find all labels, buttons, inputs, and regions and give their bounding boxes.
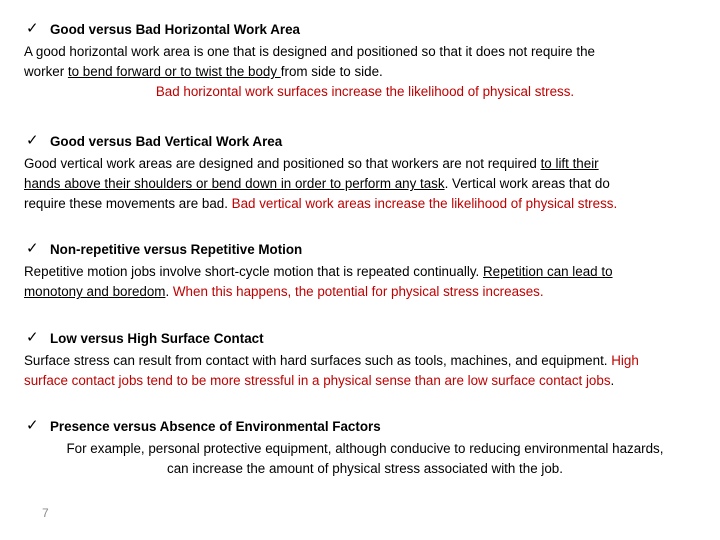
section-heading [24, 132, 706, 152]
section-vertical-work-area [24, 132, 706, 214]
text-span: A good horizontal work area is one that is designed and positioned so that it does not require the [24, 44, 595, 59]
checkmark-icon: ✓ [26, 240, 39, 257]
paragraph [24, 351, 706, 391]
text-span: from side to side. [280, 64, 383, 79]
heading-text: Good versus Bad Vertical Work Area [50, 134, 283, 149]
text-span: . [610, 373, 615, 388]
section-repetitive-motion [24, 240, 706, 302]
text-line [24, 371, 706, 391]
text-span: . [165, 284, 173, 299]
paragraph [24, 439, 706, 479]
text-span: Repetitive motion jobs involve short-cycle motion that is repeated continually. [24, 264, 483, 279]
text-span: worker [24, 64, 68, 79]
text-span: . Vertical work areas that do [444, 176, 610, 191]
underlined-text: hands above their shoulders or bend down in order to perform any task [24, 176, 445, 191]
heading-text: Non-repetitive versus Repetitive Motion [50, 242, 303, 257]
text-line [51, 82, 706, 102]
highlight-text: Bad horizontal work surfaces increase the likelihood of physical stress. [155, 84, 575, 99]
checkmark-icon: ✓ [26, 329, 39, 346]
checkmark-icon: ✓ [26, 417, 39, 434]
text-line [24, 439, 706, 459]
checkmark-icon: ✓ [26, 132, 39, 149]
text-line [24, 42, 706, 62]
section-horizontal-work-area [24, 20, 706, 102]
section-heading [24, 20, 706, 40]
underlined-text: to bend forward or to twist the body [67, 64, 281, 79]
underlined-text: Repetition can lead to [482, 264, 613, 279]
text-line [24, 174, 706, 194]
underlined-text: to lift their [540, 156, 599, 171]
paragraph [24, 262, 706, 302]
underlined-text: monotony and boredom [24, 284, 166, 299]
text-span: require these movements are bad. [24, 196, 232, 211]
heading-text: Low versus High Surface Contact [50, 331, 264, 346]
page-number: 7 [42, 506, 49, 520]
text-line [24, 351, 706, 371]
paragraph [24, 154, 706, 214]
highlight-text: surface contact jobs tend to be more stressful in a physical sense than are low surface contact jobs [24, 373, 611, 388]
text-line [24, 154, 706, 174]
section-heading [24, 240, 706, 260]
section-environmental-factors [24, 417, 706, 479]
highlight-text: High [611, 353, 639, 368]
paragraph [24, 42, 706, 102]
text-line [24, 194, 706, 214]
text-span: For example, personal protective equipment, although conducive to reducing environmental hazards, [66, 441, 664, 456]
heading-text: Good versus Bad Horizontal Work Area [50, 22, 301, 37]
highlight-text: When this happens, the potential for physical stress increases. [172, 284, 544, 299]
text-line [24, 282, 706, 302]
text-line [24, 62, 706, 82]
section-heading [24, 329, 706, 349]
checkmark-icon: ✓ [26, 20, 39, 37]
section-heading [24, 417, 706, 437]
text-span: can increase the amount of physical stress associated with the job. [167, 461, 563, 476]
text-line [24, 262, 706, 282]
heading-text: Presence versus Absence of Environmental Factors [50, 419, 381, 434]
text-span: Good vertical work areas are designed and positioned so that workers are not required [24, 156, 541, 171]
highlight-text: Bad vertical work areas increase the likelihood of physical stress. [231, 196, 618, 211]
section-surface-contact [24, 329, 706, 391]
text-span: Surface stress can result from contact with hard surfaces such as tools, machines, and equipment. [24, 353, 612, 368]
text-line [24, 459, 706, 479]
